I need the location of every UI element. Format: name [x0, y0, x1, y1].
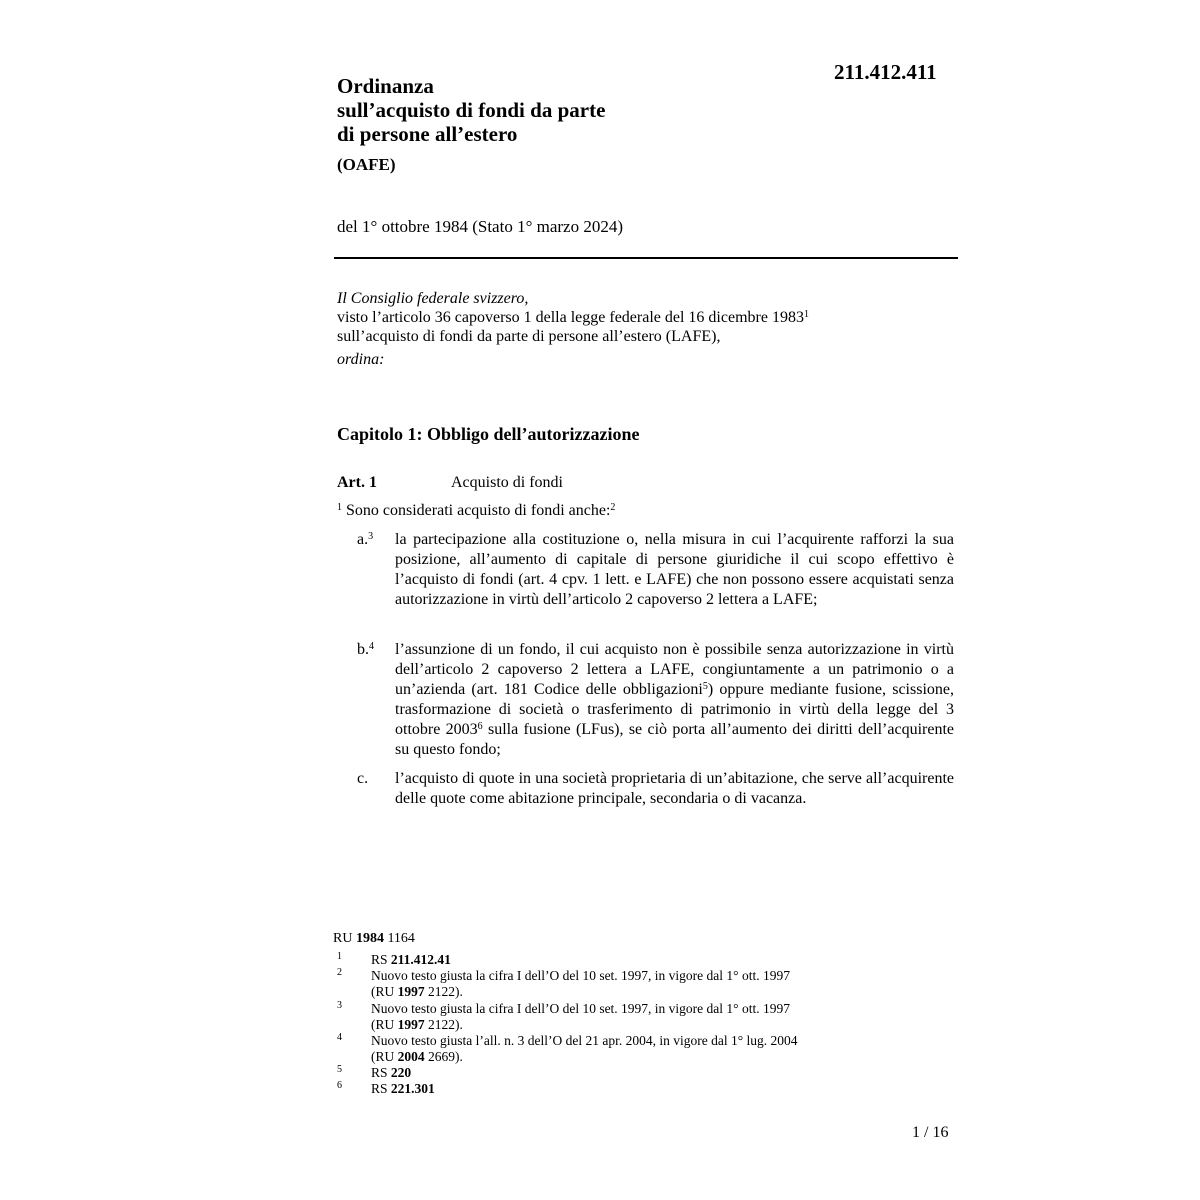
paragraph-number: 1	[337, 502, 342, 513]
footnote-ru-page: 2669).	[428, 1049, 463, 1064]
item-text-part: l’assunzione di un fondo, il cui acquisto non è possibile senza autorizzazione in virtù dell’articolo 2 capoverso 2 lettera a LAFE, congiuntamente a un patrimonio o a un’azienda (art. 181 Codice delle obbligazioni	[395, 641, 954, 698]
list-item	[357, 640, 954, 760]
footnote-number: 3	[337, 1000, 342, 1011]
item-text-part: ) oppure mediante fusione, scissione, trasformazione di società o trasferimento di patrimonio in virtù della legge del 3 ottobre 2003	[395, 681, 954, 738]
footnote	[337, 1033, 897, 1065]
item-text: la partecipazione alla costituzione o, nella misura in cui l’acquirente rafforzi la sua posizione, all’aumento di capitale di persone giuridiche il cui scopo effettivo è l’acquisto di fondi (art. 4 cpv. 1 lett. e LAFE) che non possono essere acquistati senza autorizzazione in virtù dell’articolo 2 capoverso 2 lettera a LAFE;	[395, 531, 954, 608]
item-text: l’acquisto di quote in una società proprietaria di un’abitazione, che serve all’acquirente delle quote come abitazione principale, secondaria o di vacanza.	[395, 770, 954, 807]
item-label: b.	[357, 641, 369, 658]
title-line: di persone all’estero	[337, 122, 518, 146]
list-item	[357, 769, 954, 809]
document-abbreviation: (OAFE)	[337, 155, 396, 174]
ru-year: 1984	[355, 931, 384, 946]
item-label: c.	[357, 770, 369, 787]
footnote-ref[interactable]: 2	[610, 502, 616, 513]
preamble-authority: Il Consiglio federale svizzero,	[337, 290, 529, 307]
footnote-ru: (RU	[371, 1049, 395, 1064]
footnote-ref[interactable]: 3	[368, 531, 374, 542]
footnote-ru-year: 1997	[397, 984, 425, 999]
footnote-ref[interactable]: 5	[702, 681, 708, 692]
footnote-ru-page: 2122).	[428, 1017, 463, 1032]
footnote-number: 5	[337, 1064, 342, 1075]
footnote-number: 1	[337, 951, 342, 962]
ru-prefix: RU	[333, 931, 353, 946]
footnote	[337, 968, 897, 1000]
footnote-prefix: RS	[371, 1065, 388, 1080]
footnote-sr: 211.412.41	[390, 952, 451, 967]
item-text-part: sulla fusione (LFus), se ciò porta all’aumento dei diritti dell’acquirente su questo fondo;	[395, 721, 954, 758]
footnote-number: 6	[337, 1080, 342, 1091]
footnote	[337, 952, 897, 968]
footnote-number: 2	[337, 967, 342, 978]
footnote-text: Nuovo testo giusta la cifra I dell’O del 10 set. 1997, in vigore dal 1° ott. 1997	[371, 1001, 790, 1016]
title-line: Ordinanza	[337, 74, 434, 98]
ru-reference	[333, 931, 415, 947]
footnote-sr: 221.301	[390, 1081, 435, 1096]
chapter-heading: Capitolo 1: Obbligo dell’autorizzazione	[337, 424, 640, 444]
footnote-sr: 220	[390, 1065, 412, 1080]
item-text	[395, 640, 954, 760]
footnote-ru: (RU	[371, 1017, 395, 1032]
document-title	[337, 74, 605, 146]
footnote-text: Nuovo testo giusta l’all. n. 3 dell’O del 21 apr. 2004, in vigore dal 1° lug. 2004	[371, 1033, 798, 1048]
footnote-ref[interactable]: 4	[369, 641, 374, 652]
paragraph-text: Sono considerati acquisto di fondi anche:	[346, 502, 611, 519]
footnote	[337, 1065, 897, 1081]
article-title: Acquisto di fondi	[451, 474, 563, 491]
preamble-ordains: ordina:	[337, 351, 385, 368]
title-line: sull’acquisto di fondi da parte	[337, 98, 606, 122]
preamble	[337, 289, 809, 369]
header-divider	[334, 257, 958, 259]
footnote-ref[interactable]: 6	[477, 721, 483, 732]
sr-number: 211.412.411	[834, 60, 937, 84]
list-item	[357, 530, 954, 610]
basis-text: sull’acquisto di fondi da parte di persone all’estero (LAFE),	[337, 328, 721, 345]
footnote-prefix: RS	[371, 1081, 388, 1096]
item-label: a.	[357, 531, 369, 548]
footnote	[337, 1001, 897, 1033]
footnote-ref[interactable]: 1	[803, 309, 809, 320]
article-number: Art. 1	[337, 474, 377, 491]
article-paragraph	[337, 502, 615, 520]
page-number: 1 / 16	[912, 1124, 949, 1141]
footnote-text: Nuovo testo giusta la cifra I dell’O del 10 set. 1997, in vigore dal 1° ott. 1997	[371, 968, 790, 983]
preamble-basis	[337, 308, 809, 346]
footnote-number: 4	[337, 1032, 342, 1043]
footnote-prefix: RS	[371, 952, 388, 967]
ru-page: 1164	[387, 931, 415, 946]
basis-text: visto l’articolo 36 capoverso 1 della legge federale del 16 dicembre 1983	[337, 309, 804, 326]
document-date: del 1° ottobre 1984 (Stato 1° marzo 2024)	[337, 217, 624, 236]
footnote	[337, 1081, 897, 1097]
footnote-ru-page: 2122).	[428, 984, 463, 999]
footnote-ru-year: 1997	[397, 1017, 425, 1032]
footnote-ru-year: 2004	[397, 1049, 425, 1064]
footnote-ru: (RU	[371, 984, 395, 999]
